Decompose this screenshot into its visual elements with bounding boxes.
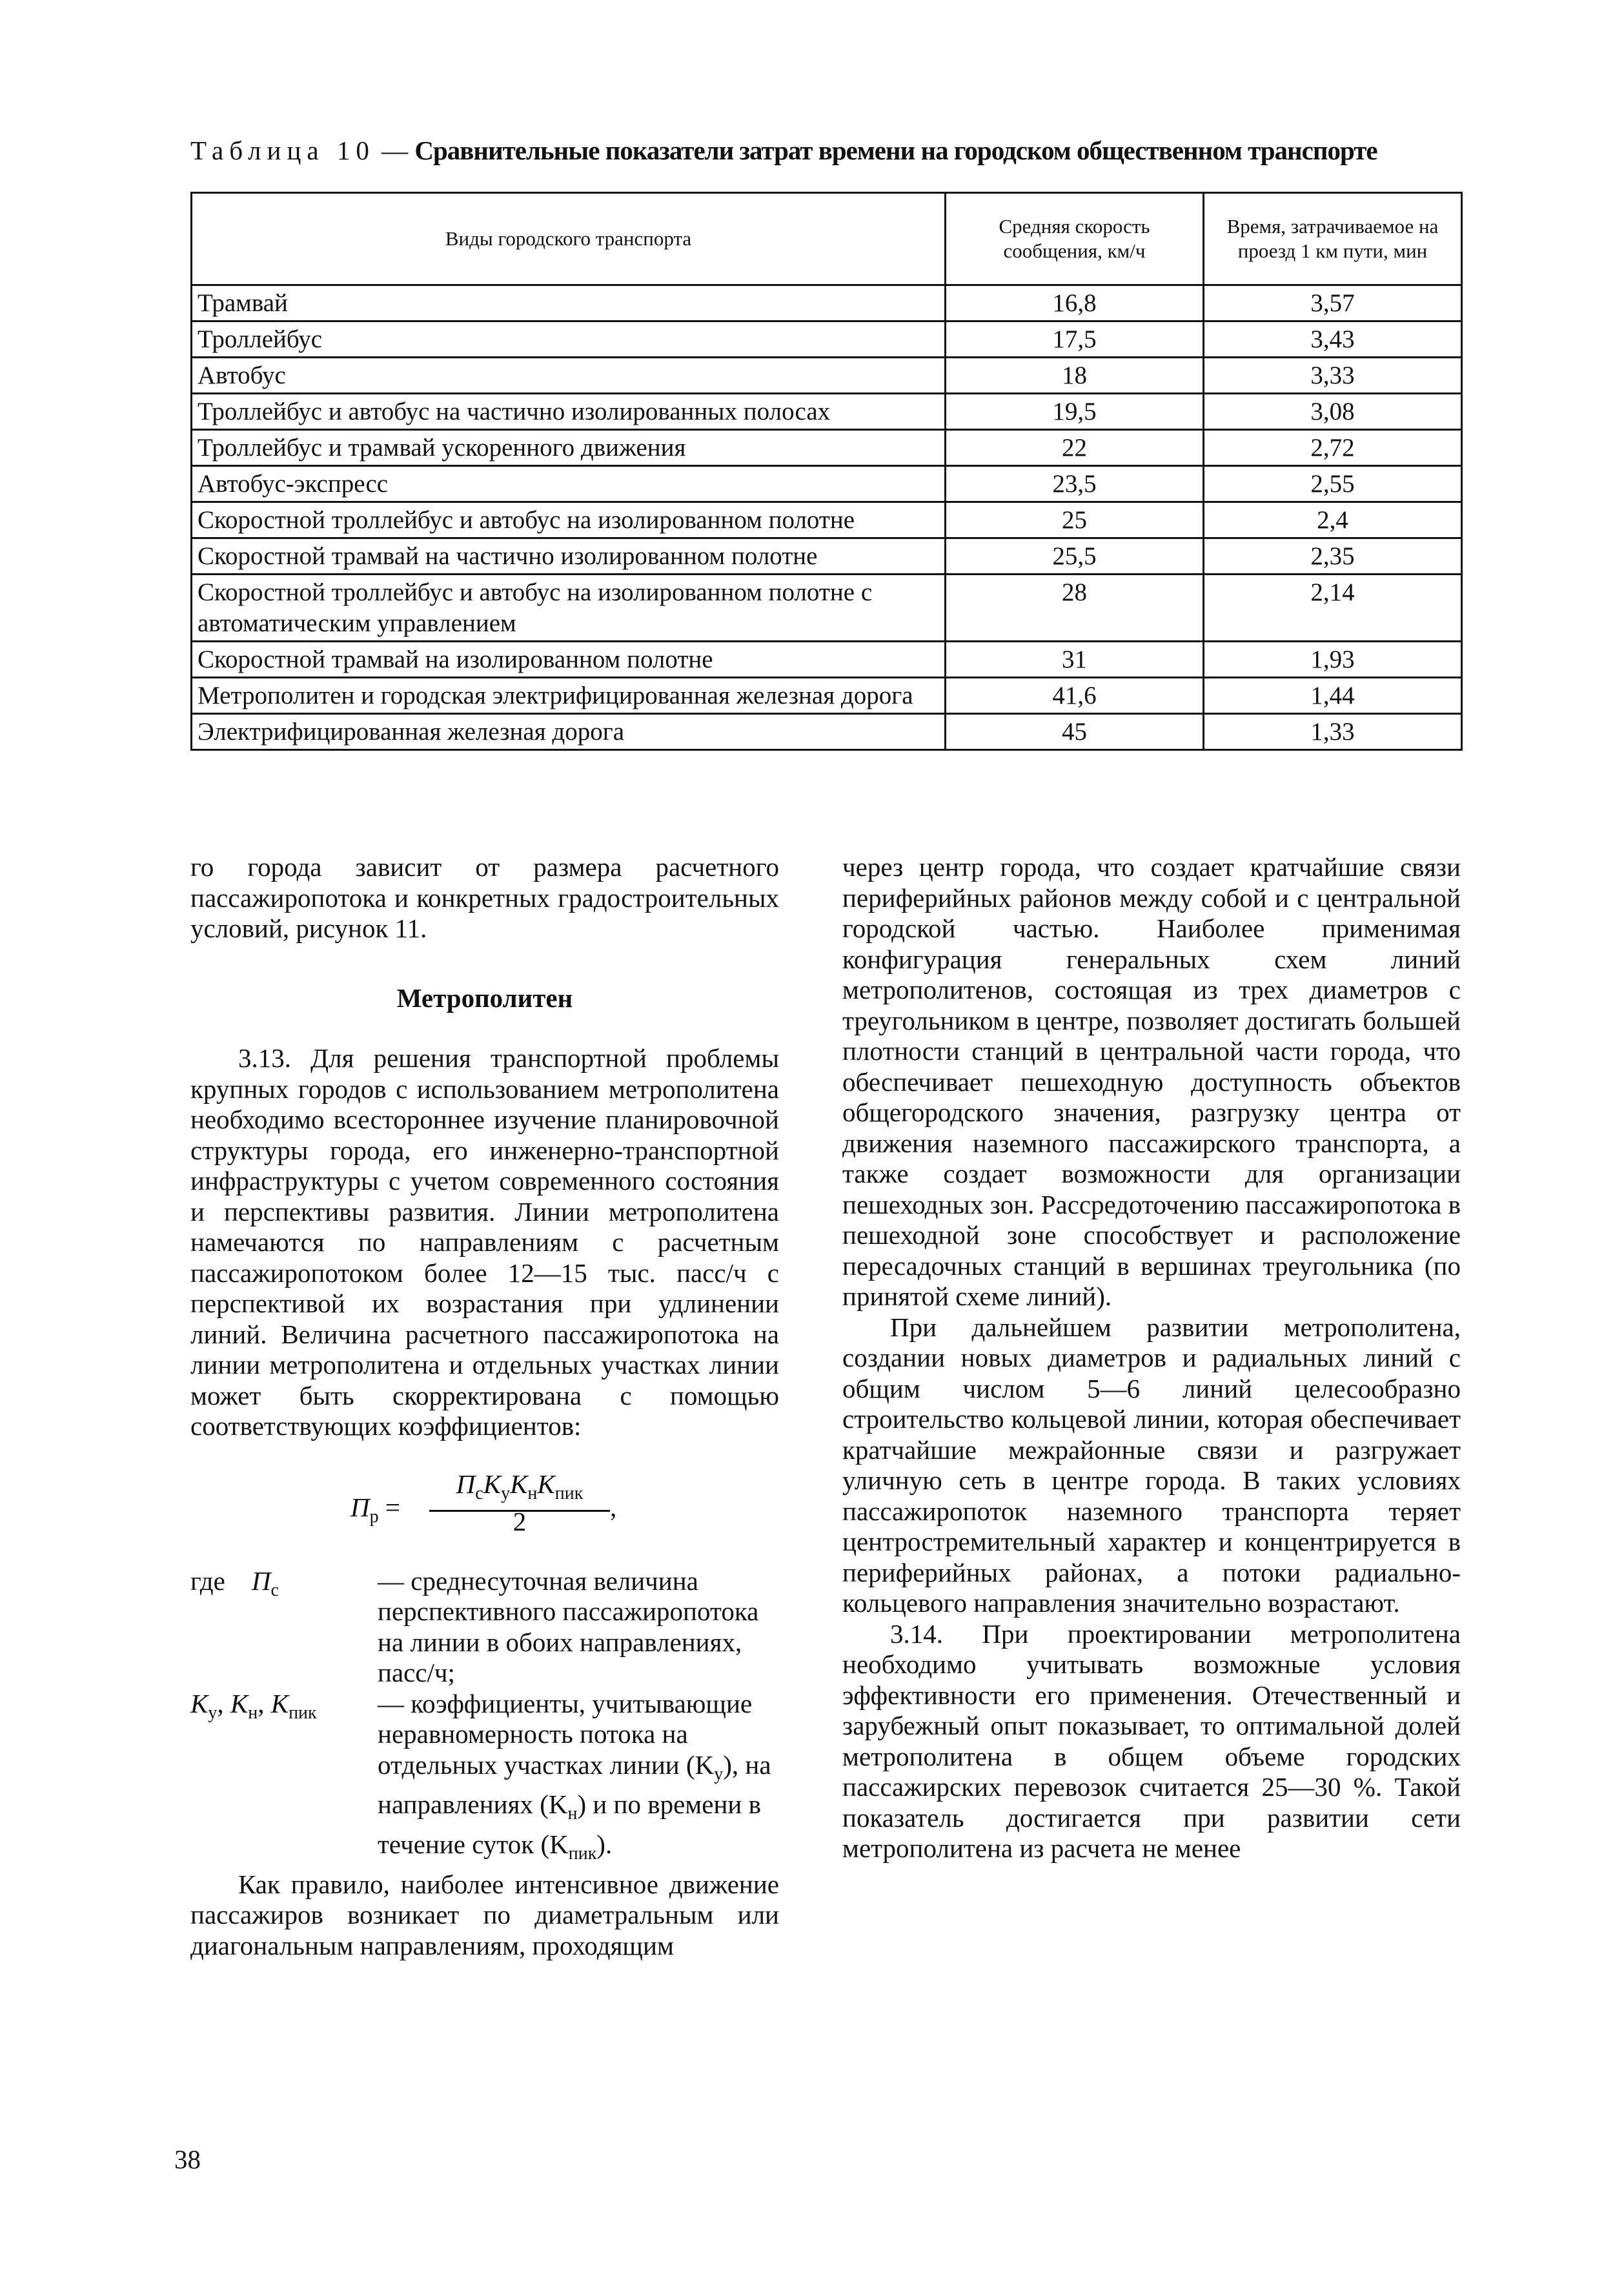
table-caption	[190, 132, 1481, 168]
table-row	[192, 358, 1462, 394]
cell-speed: 22	[946, 430, 1204, 466]
where-description-coefficients: — коэффициенты, учитывающие неравномерность потока на отдельных участках линии $(K_у)$, на направлениях $(K_н)$ и по времени в течение суток $(K_{пик})$.	[378, 1688, 771, 1864]
cell-transport: Скоростной трамвай на частично изолированном полотне	[192, 538, 946, 575]
cell-time: 2,55	[1204, 466, 1462, 502]
where-symbol-pc: где $П_с$	[190, 1565, 279, 1600]
table-row	[192, 285, 1462, 321]
last-left-paragraph: Как правило, наиболее интенсивное движение пассажиров возникает по диаметральным или диагональным направлениям, проходящим	[190, 1869, 779, 1960]
passenger-flow-formula	[190, 1468, 779, 1545]
cell-speed: 17,5	[946, 321, 1204, 358]
cell-time: 2,4	[1204, 502, 1462, 538]
table-row	[192, 466, 1462, 502]
cell-time: 3,08	[1204, 394, 1462, 430]
intro-paragraph: го города зависит от размера расчетного пассажиропотока и конкретных градостроительных условий, рисунок 11.	[190, 852, 779, 943]
cell-speed: 25,5	[946, 538, 1204, 575]
table-row	[192, 642, 1462, 678]
cell-transport: Скоростной троллейбус и автобус на изолированном полотне	[192, 502, 946, 538]
cell-transport: Троллейбус и трамвай ускоренного движения	[192, 430, 946, 466]
cell-speed: 23,5	[946, 466, 1204, 502]
cell-transport: Скоростной трамвай на изолированном полотне	[192, 642, 946, 678]
cell-speed: 18	[946, 358, 1204, 394]
paragraph-3-14: 3.14. При проектировании метрополитена необходимо учитывать возможные условия эффективности его применения. Отечественный и зарубежный опыт показывает, то оптимальной долей метрополитена в общем объеме городских пассажирских перевозок считается 25—30 %. Такой показатель достигается при развитии сети метрополитена из расчета не менее	[842, 1618, 1461, 1863]
where-description-pc: — среднесуточная величина перспективного пассажиропотока на линии в обоих направлениях, пасс/ч;	[378, 1565, 759, 1687]
page-number: 38	[174, 2144, 201, 2174]
table-row	[192, 714, 1462, 750]
formula-numerator: $П_сK_уK_нK_{пик}$	[429, 1468, 610, 1512]
table-caption-label: Таблица 10	[190, 136, 375, 165]
cell-transport: Автобус	[192, 358, 946, 394]
right-text-column	[842, 852, 1461, 1864]
cell-speed: 25	[946, 502, 1204, 538]
table-header-row	[192, 193, 1462, 285]
cell-speed: 41,6	[946, 678, 1204, 714]
right-paragraph-2: При дальнейшем развитии метрополитена, создании новых диаметров и радиальных линий с общим числом 5—6 линий целесообразно строительство кольцевой линии, которая обеспечивает кратчайшие межрайонные связи и разгружает уличную сеть в центре города. В таких условиях пассажиропоток наземного транспорта теряет центростремительный характер и концентрируется в периферийных районах, а потоки радиально-кольцевого направления значительно возрастают.	[842, 1312, 1461, 1618]
cell-transport: Трамвай	[192, 285, 946, 321]
left-text-column	[190, 852, 779, 1961]
cell-speed: 16,8	[946, 285, 1204, 321]
cell-time: 3,33	[1204, 358, 1462, 394]
table-row	[192, 538, 1462, 575]
table-caption-title: Сравнительные показатели затрат времени на городском общественном транспорте	[414, 136, 1377, 165]
formula-comma: ,	[610, 1492, 617, 1522]
where-symbol-coefficients: $K_у$, $K_н$, $K_{пик}$	[190, 1688, 317, 1723]
right-paragraph-1: через центр города, что создает кратчайшие связи периферийных районов между собой и с центральной городской частью. Наиболее применимая конфигурация генеральных схем линий метрополитенов, состоящая из трех диаметров с треугольником в центре, позволяет достигать большей плотности станций в центральной части города, что обеспечивает пешеходную доступность объектов общегородского значения, разгрузку центра от движения наземного пассажирского транспорта, а также создает возможности для организации пешеходных зон. Рассредоточению пассажиропотока в пешеходной зоне способствует и расположение пересадочных станций в вершинах треугольника (по принятой схеме линий).	[842, 852, 1461, 1311]
cell-time: 1,93	[1204, 642, 1462, 678]
cell-time: 3,43	[1204, 321, 1462, 358]
header-average-speed: Средняя скорость сообщения, км/ч	[946, 193, 1204, 285]
comparison-table	[190, 192, 1463, 751]
cell-transport: Троллейбус и автобус на частично изолированных полосах	[192, 394, 946, 430]
header-transport-type: Виды городского транспорта	[192, 193, 946, 285]
cell-time: 3,57	[1204, 285, 1462, 321]
cell-time: 2,72	[1204, 430, 1462, 466]
table-row	[192, 502, 1462, 538]
formula-denominator: 2	[513, 1506, 527, 1536]
cell-speed: 28	[946, 575, 1204, 642]
cell-speed: 45	[946, 714, 1204, 750]
table-row	[192, 394, 1462, 430]
cell-time: 2,35	[1204, 538, 1462, 575]
cell-time: 2,14	[1204, 575, 1462, 642]
cell-time: 1,33	[1204, 714, 1462, 750]
table-row	[192, 430, 1462, 466]
cell-transport: Метрополитен и городская электрифицированная железная дорога	[192, 678, 946, 714]
cell-time: 1,44	[1204, 678, 1462, 714]
paragraph-3-13: 3.13. Для решения транспортной проблемы крупных городов с использованием метрополитена необходимо всестороннее изучение планировочной структуры города, его инженерно-транспортной инфраструктуры с учетом современного состояния и перспективы развития. Линии метрополитена намечаются по направлениям с расчетным пассажиропотоком более 12—15 тыс. пасс/ч с перспективой их возрастания при удлинении линий. Величина расчетного пассажиропотока на линии метрополитена и отдельных участках линии может быть скорректирована с помощью соответствующих коэффициентов:	[190, 1043, 779, 1441]
cell-transport: Электрифицированная железная дорога	[192, 714, 946, 750]
cell-transport: Скоростной троллейбус и автобус на изолированном полотне с автоматическим управлением	[192, 575, 946, 642]
cell-speed: 31	[946, 642, 1204, 678]
table-row	[192, 321, 1462, 358]
section-heading: Метрополитен	[396, 982, 573, 1013]
cell-transport: Автобус-экспресс	[192, 466, 946, 502]
cell-transport: Троллейбус	[192, 321, 946, 358]
table-row	[192, 575, 1462, 642]
formula-left-side: $П_р$ =	[350, 1492, 400, 1527]
header-time-per-km: Время, затрачиваемое на проезд 1 км пути, мин	[1204, 193, 1462, 285]
table-caption-dash: —	[374, 136, 415, 165]
cell-speed: 19,5	[946, 394, 1204, 430]
where-item-coefficients	[190, 1689, 779, 1869]
where-item-pc	[190, 1566, 779, 1689]
table-row	[192, 678, 1462, 714]
